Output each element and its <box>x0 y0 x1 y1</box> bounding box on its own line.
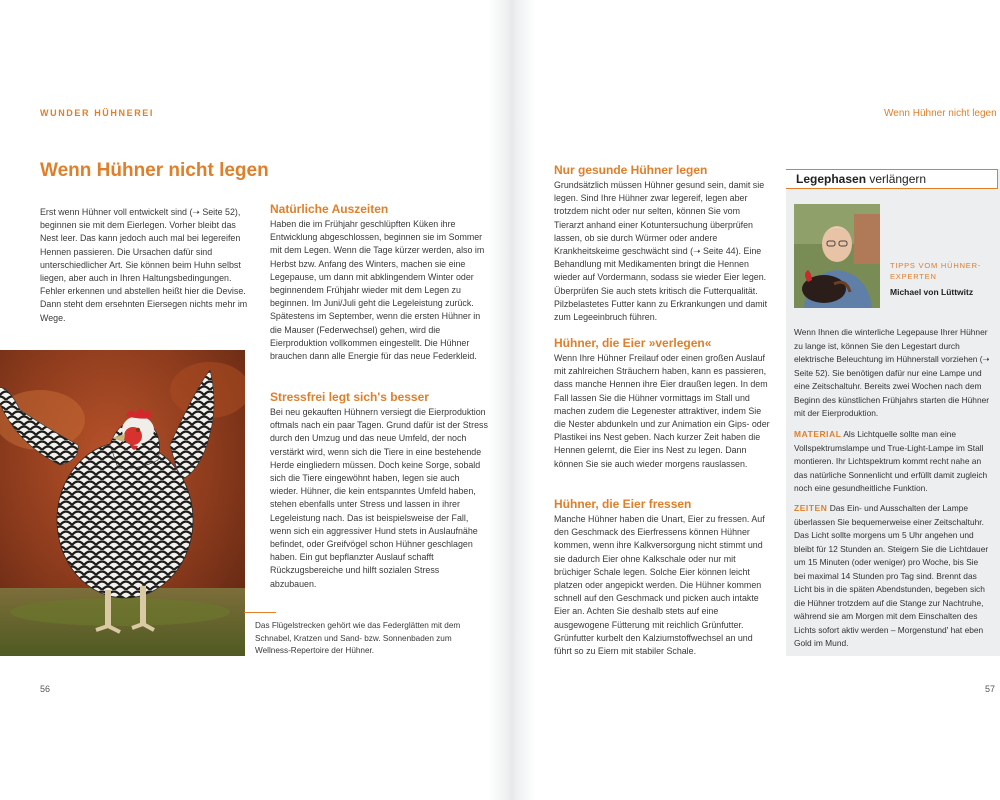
section-text: Manche Hühner haben die Unart, Eier zu fressen. Auf den Geschmack des Eierfressens können Hühner kommen, wenn ihre Kalkversorgung nicht stimmt und sie dadurch Eier ohne Kalkschale oder nur mit brüchiger Schale legen. Solche Eier können leicht platzen oder angepickt werden. Die Hühner kommen schnell auf den Geschmack und picken auch intakte Eier an. Achten Sie deshalb stets auf eine ausgewogene Fütterung mit reichlich Grünfutter. Grünfutter kurbelt den Kalziumstoffwechsel an und führt so zu Eiern mit stabiler Schale. <box>554 514 765 657</box>
intro-paragraph: Erst wenn Hühner voll entwickelt sind (➝ Seite 52), beginnen sie mit dem Eierlegen. Vorher bleibt das Nest leer. Das kann jedoch auch mal bei legereifen Hennen passieren. Die Ursachen dafür sind unterschiedlicher Art. Sie können beim Huhn selbst liegen, aber auch in Ihren Haltungsbedingungen. Fehler erkennen und abstellen heißt hier die Devise. Dann steht dem ersehnten Eiersegen nichts mehr im Wege. <box>40 207 248 323</box>
caption-rule <box>244 612 276 613</box>
section-heading: Stressfrei legt sich's besser <box>270 390 429 404</box>
sidebar-title-rest: verlängern <box>866 172 927 186</box>
expert-portrait <box>794 204 880 308</box>
hen-photo <box>0 350 245 656</box>
sidebar-title-bar <box>786 169 998 189</box>
material-text: Als Lichtquelle sollte man eine Vollspektrumslampe und True-Light-Lampe im Stall montieren. Ihr Lichtspektrum kommt recht nahe an das natürliche Sonnenlicht und erfüllt damit zugleich noch eine gesundheitliche Funktion. <box>794 429 988 493</box>
running-head-right: Wenn Hühner nicht legen <box>884 108 997 119</box>
page-title: Wenn Hühner nicht legen <box>40 160 269 181</box>
section-natural-breaks <box>270 202 488 363</box>
sidebar-material <box>794 428 990 496</box>
section-text: Wenn Ihre Hühner Freilauf oder einen großen Auslauf mit zahlreichen Sträuchern haben, kann es passieren, dass manche Hennen ihre Eier draußen legen. In dem Fall lassen Sie die Hühner vormittags im Stall und machen zudem die Legenester attraktiver, indem Sie die Nester abdunkeln und zur Animation ein Gips- oder Plastikei ins Nest geben. Nach kurzer Zeit haben die Hennen gelernt, die Eier ins Nest zu legen. Dann können Sie sie auch wieder morgens rauslassen. <box>554 353 770 469</box>
book-gutter <box>488 0 536 800</box>
page-number-right: 57 <box>985 684 996 694</box>
sidebar-intro: Wenn Ihnen die winterliche Legepause Ihrer Hühner zu lange ist, können Sie den Legestart durch elektrische Beleuchtung im Hühnerstall vorziehen (➝ Seite 52). Sie benötigen dafür nur eine Lampe und eine Zeitschaltuhr. Bereits zwei Wochen nach dem Beginn des künstlichen Frühjahrs starten die Hühner mit der Eierproduktion. <box>794 327 990 418</box>
hen-illustration <box>0 350 245 656</box>
sidebar-title <box>786 170 997 188</box>
times-keyword: ZEITEN <box>794 503 828 513</box>
section-heading: Hühner, die Eier »verlegen« <box>554 336 712 350</box>
times-text: Das Ein- und Ausschalten der Lampe überlassen Sie bequemerweise einer Zeitschaltuhr. Das Licht sollte morgens um 5 Uhr angehen und bleibt für 12 Stunden an. Steigern Sie die Lichtdauer um 15 Minuten (oder weniger) pro Woche, bis Sie bei maximal 14 Stunden pro Tag sind. Brennt das Licht bis in die späten Abendstunden, begeben sich die Hühner trotzdem auf die Stange zur Nachtruhe, während sie am Morgen mit dem Einschalten des Lichts sofort aktiv werden – Morgenstund' hat eben Gold im Mund. <box>794 503 989 648</box>
sidebar-times <box>794 502 990 651</box>
section-heading: Hühner, die Eier fressen <box>554 497 692 511</box>
section-stress <box>270 390 488 591</box>
photo-caption: Das Flügelstrecken gehört wie das Federglätten mit dem Schnabel, Kratzen und Sand- bzw. Sonnenbaden zum Wellness-Repertoire der Hühner. <box>255 621 461 655</box>
running-head-left: WUNDER HÜHNEREI <box>40 108 154 118</box>
section-egg-eating <box>554 497 770 658</box>
section-misplaced-eggs <box>554 336 770 471</box>
material-keyword: MATERIAL <box>794 429 842 439</box>
section-text: Grundsätzlich müssen Hühner gesund sein, damit sie legen. Sind Ihre Hühner zwar legereif, legen aber trotzdem nicht oder nur selten, können Sie vom Tierarzt anhand einer Kotuntersuchung überprüfen lassen, ob sie durch Würmer oder andere Krankheitskeime geschwächt sind (➝ Seite 44). Eine Behandlung mit Medikamenten bringt die Hennen wieder auf Vordermann, sodass sie wieder Eier legen. Überprüfen Sie auch stets kritisch die Futterqualität. Pilzbelastetes Futter kann zu Erkrankungen und damit zum Legeeinbruch führen. <box>554 180 768 323</box>
section-text: Bei neu gekauften Hühnern versiegt die Eierproduktion oftmals nach ein paar Tagen. Grund dafür ist der Stress durch den Umzug und das neue Umfeld, der noch verstärkt wird, wenn sich die Tiere in eine bestehende Herde eingliedern müssen. Doch keine Sorge, sobald sich die Tiere eingewöhnt haben, legen sie auch wieder. Hühner, die kein entspanntes Umfeld haben, stehen ebenfalls unter Stress und lassen in ihrer Legeleistung nach. Das ist beispielsweise der Fall, wenn sich ein aggressiver Hund stets in Auslaufnähe befindet, oder Greifvögel schon Hühner geschlagen haben. Ein gut bepflanzter Auslauf schafft Rückzugsbereiche und hilft sozialen Stress abzubauen. <box>270 407 488 589</box>
sidebar-title-bold: Legephasen <box>796 172 867 186</box>
tips-label: TIPPS VOM HÜHNER-EXPERTEN <box>890 261 982 281</box>
section-heading: Nur gesunde Hühner legen <box>554 163 708 177</box>
page-number-left: 56 <box>40 684 51 694</box>
expert-name: Michael von Lüttwitz <box>890 287 974 297</box>
section-healthy-hens <box>554 163 770 324</box>
section-text: Haben die im Frühjahr geschlüpften Küken ihre Entwicklung abgeschlossen, beginnen sie im Sommer mit dem Legen. Wenn die Tage kürzer werden, also im Herbst bzw. Anfang des Winters, machen sie eine Legepause, um dann mit abklingendem Winter oder beginnendem Frühjahr wieder mit dem Legen zu beginnen. Im Juni/Juli geht die Legeleistung zurück. Spätestens im September, wenn die ersten Hühner in die Mauser (Federwechsel) gehen, wird die Eierproduktion vollkommen eingestellt. Die Hühner brauchen dann alle Energie für das neue Federkleid. <box>270 219 485 362</box>
expert-photo <box>794 204 880 308</box>
section-heading: Natürliche Auszeiten <box>270 202 389 216</box>
